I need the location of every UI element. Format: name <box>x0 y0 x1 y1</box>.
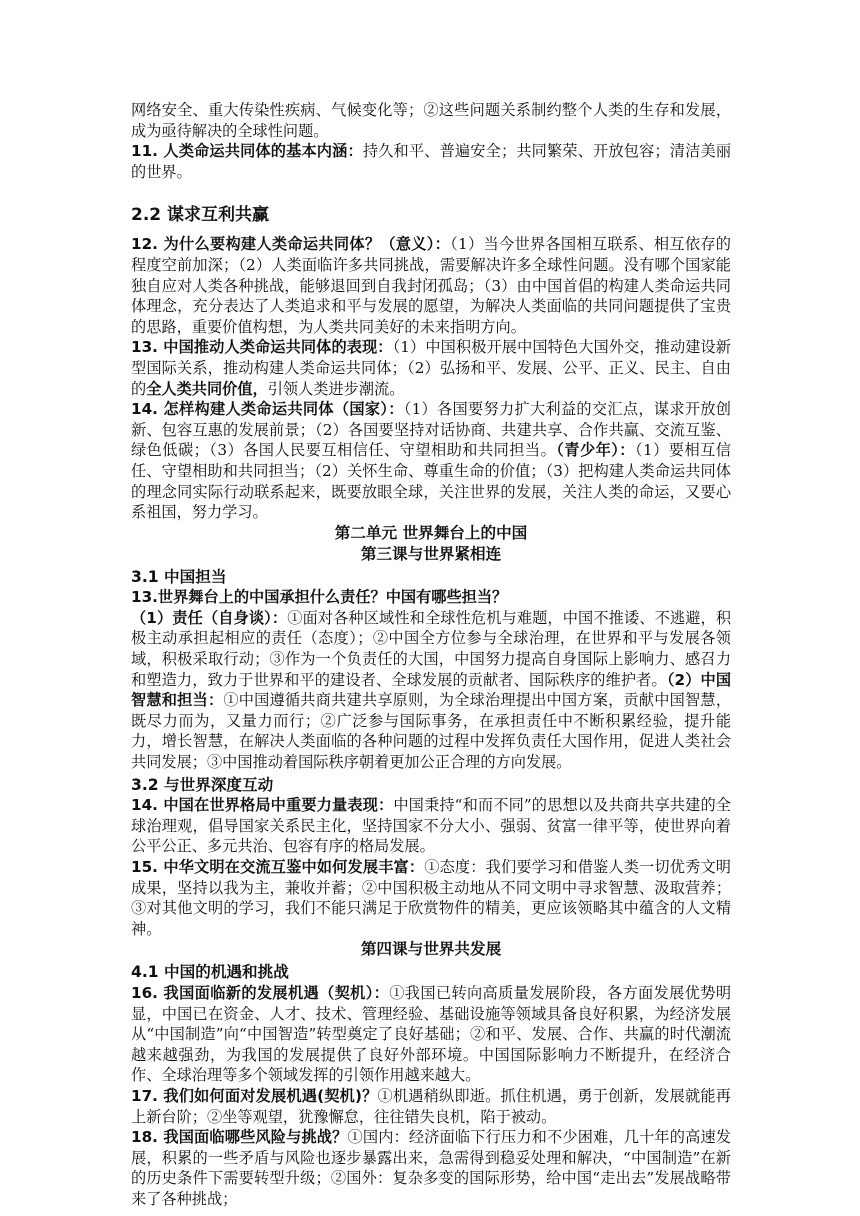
paragraph-15 <box>131 857 731 939</box>
paragraph-16 <box>131 983 731 1086</box>
answer-text: ①态度：我们要学习和借鉴人类一切优秀文明成果，坚持以我为主，兼收并蓄；②中国积极主动地从不同文明中寻求智慧、汲取营养；③对其他文明的学习，我们不能只满足于欣赏物件的精美，更应该领略其中蕴含的人文精神。 <box>131 858 731 938</box>
answer-text: ①国内：经济面临下行压力和不少困难，几十年的高速发展，积累的一些矛盾与风险也逐步暴露出来，急需得到稳妥处理和解决，“中国制造”在新的历史条件下需要转型升级；②国外：复杂多变的国际形势，给中国“走出去”发展战略带来了各种挑战； <box>131 1128 732 1208</box>
paragraph-12 <box>131 234 731 337</box>
paragraph-14b <box>131 795 731 857</box>
answer-text: 引领人类进步潮流。 <box>267 379 405 398</box>
section-heading-2-2: 2.2 谋求互利共赢 <box>131 205 270 226</box>
question-heading: 15. 中华文明在交流互鉴中如何发展丰富： <box>131 858 425 876</box>
answer-text: ①面对各种区域性和全球性危机与难题，中国不推诿、不逃避，积极主动承担起相应的责任（态度）；②中国全方位参与全球治理，在世界和平与发展各领域，积极采取行动；③作为一个负责任的大国，中国努力提高自身国际上影响力、感召力和塑造力，致力于世界和平的建设者、全球发展的贡献者、国际秩序的维护者。 <box>131 608 732 689</box>
question-heading: 14. 怎样构建人类命运共同体（国家）： <box>131 400 404 419</box>
answer-text: （1）要相互信任、守望相助和共同担当；（2）关怀生命、尊重生命的价值；（3）把构建人类命运共同体的理念同实际行动联系起来，既要放眼全球，关注世界的发展，关注人类的命运，又要心系祖国，努力学习。 <box>131 441 731 522</box>
answer-text: 中国秉持“和而不同”的思想以及共商共享共建的全球治理观，倡导国家关系民主化，坚持国家不分大小、强弱、贫富一律平等，使世界向着公平公正、多元共治、包容有序的格局发展。 <box>131 796 731 856</box>
paragraph-13-answer <box>131 608 731 773</box>
question-heading: 13.世界舞台上的中国承担什么责任？中国有哪些担当？ <box>131 588 508 607</box>
answer-text: ①我国已转向高质量发展阶段，各方面发展优势明显，中国已在资金、人才、技术、管理经验、基础设施等领域具备良好积累，为经济发展从“中国制造”向“中国智造”转型奠定了良好基础；②和平、发展、合作、共赢的时代潮流越来越强劲，为我国的发展提供了良好外部环境。中国国际影响力不断提升，在经济合作、全球治理等多个领域发挥的引领作用越来越大。 <box>131 983 732 1085</box>
section-heading-4-1: 4.1 中国的机遇和挑战 <box>131 963 289 982</box>
question-heading: 14. 中国在世界格局中重要力量表现： <box>131 796 394 815</box>
emphasis-text: 全人类共同价值， <box>146 379 268 398</box>
paragraph-14 <box>131 399 731 523</box>
sub-heading-responsibility: （1）责任（自身谈）： <box>131 608 288 627</box>
question-heading: 16. 我国面临新的发展机遇（契机）： <box>131 983 390 1002</box>
answer-text: 持久和平、普遍安全；共同繁荣、开放包容；清洁美丽的世界。 <box>131 142 732 181</box>
answer-text: （1）各国要努力扩大利益的交汇点，谋求开放创新、包容互惠的发展前景；（2）各国要坚持对话协商、共建共享、合作共赢、交流互鉴、绿色低碳；（3）各国人民要互相信任、守望相助和共同担当。 <box>131 400 731 460</box>
question-heading: 18. 我国面临哪些风险与挑战？ <box>131 1128 348 1147</box>
lesson-title-4: 第四课与世界共发展 <box>360 940 502 959</box>
question-13-heading <box>131 587 731 608</box>
answer-text: ①机遇稍纵即逝。抓住机遇，勇于创新，发展就能再上新台阶；②坐等观望，犹豫懈怠，往往错失良机，陷于被动。 <box>131 1086 731 1126</box>
paragraph-17 <box>131 1086 731 1127</box>
lesson-title-3: 第三课与世界紧相连 <box>360 544 502 563</box>
paragraph-18 <box>131 1127 731 1209</box>
document-page <box>131 100 731 1210</box>
unit-title: 第二单元 世界舞台上的中国 <box>334 523 528 542</box>
answer-text: ①中国遵循共商共建共享原则，为全球治理提出中国方案，贡献中国智慧，既尽力而为，又量力而行；②广泛参与国际事务，在承担责任中不断积累经验，提升能力，增长智慧，在解决人类面临的各种问题的过程中发挥负责任大国作用，促进人类社会共同发展；③中国推动着国际秩序朝着更加公正合理的方向发展。 <box>131 691 732 772</box>
question-heading: 11. 人类命运共同体的基本内涵： <box>131 142 363 161</box>
paragraph-13 <box>131 337 731 399</box>
answer-text: （1）中国积极开展中国特色大国外交，推动建设新型国际关系，推动构建人类命运共同体；（2）弘扬和平、发展、公平、正义、民主、自由的 <box>131 338 731 398</box>
paragraph-10-continued: 网络安全、重大传染性疾病、气候变化等；②这些问题关系制约整个人类的生存和发展，成为亟待解决的全球性问题。 <box>131 101 731 140</box>
section-heading-3-1: 3.1 中国担当 <box>131 567 227 586</box>
emphasis-text: （青少年）： <box>556 441 635 460</box>
question-heading: 13. 中国推动人类命运共同体的表现： <box>131 338 393 357</box>
question-heading: 12. 为什么要构建人类命运共同体？（意义）： <box>131 235 451 254</box>
section-heading-3-2: 3.2 与世界深度互动 <box>131 775 274 794</box>
sub-heading-wisdom: （2）中国智慧和担当： <box>131 670 732 710</box>
answer-text: （1）当今世界各国相互联系、相互依存的程度空前加深；（2）人类面临许多共同挑战，需要解决许多全球性问题。没有哪个国家能独自应对人类各种挑战，能够退回到自我封闭孤岛；（3）由中国首倡的构建人类命运共同体理念，充分表达了人类追求和平与发展的愿望，为解决人类面临的共同问题提供了宝贵的思路，重要价值构想，为人类共同美好的未来指明方向。 <box>131 235 731 336</box>
question-heading: 17. 我们如何面对发展机遇(契机)？ <box>131 1086 378 1105</box>
paragraph-11 <box>131 141 731 182</box>
